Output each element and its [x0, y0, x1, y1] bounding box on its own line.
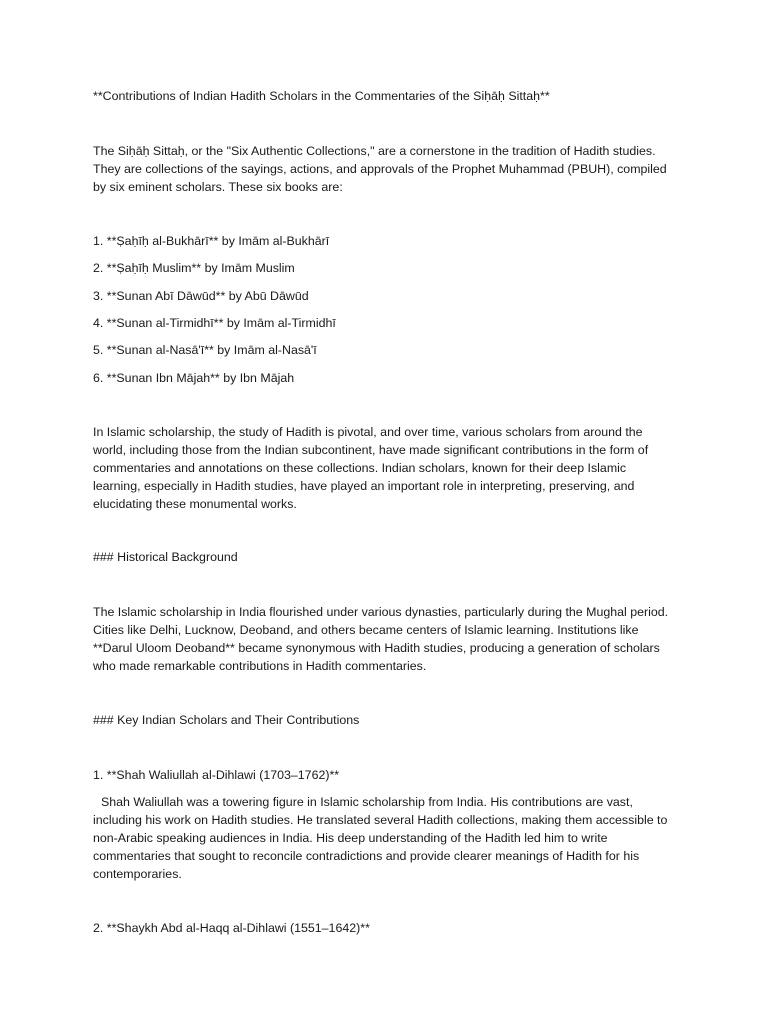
book-list-item: 1. **Ṣaḥīḥ al-Bukhārī** by Imām al-Bukhārī: [93, 234, 330, 248]
book-list-item: 2. **Ṣaḥīḥ Muslim** by Imām Muslim: [93, 261, 295, 275]
book-list-item: 4. **Sunan al-Tirmidhī** by Imām al-Tirmidhī: [93, 316, 336, 330]
history-paragraph: The Islamic scholarship in India flourished under various dynasties, particularly during the Mughal period. Cities like Delhi, Lucknow, Deoband, and others became centers of Islamic learning. Institutions like **Darul Uloom Deoband** became synonymous with Hadith studies, producing a generation of scholars who made remarkable contributions in Hadith commentaries.: [93, 605, 669, 673]
scholar-2-heading: 2. **Shaykh Abd al-Haqq al-Dihlawi (1551–1642)**: [93, 921, 370, 935]
intro-paragraph: The Siḥāḥ Sittaḥ, or the "Six Authentic Collections," are a cornerstone in the tradition of Hadith studies. They are collections of the sayings, actions, and approvals of the Prophet Muhammad (PBUH), compiled by six eminent scholars. These six books are:: [93, 144, 667, 194]
document-title: **Contributions of Indian Hadith Scholars in the Commentaries of the Siḥāḥ Sittaḥ**: [93, 89, 550, 103]
section-heading-scholars: ### Key Indian Scholars and Their Contributions: [93, 713, 360, 727]
scholar-1-heading: 1. **Shah Waliullah al-Dihlawi (1703–1762)**: [93, 768, 340, 782]
book-list-item: 6. **Sunan Ibn Mājah** by Ibn Mājah: [93, 371, 295, 385]
book-list-item: 5. **Sunan al-Nasā'ī** by Imām al-Nasā'ī: [93, 343, 317, 357]
section-heading-history: ### Historical Background: [93, 550, 238, 564]
scholar-1-paragraph: Shah Waliullah was a towering figure in Islamic scholarship from India. His contributions are vast, including his work on Hadith studies. He translated several Hadith collections, making them accessible to non-Arabic speaking audiences in India. His deep understanding of the Hadith led him to write commentaries that sought to reconcile contradictions and provide clearer meanings of Hadith for his contemporaries.: [93, 795, 668, 881]
book-list-item: 3. **Sunan Abī Dāwūd** by Abū Dāwūd: [93, 289, 309, 303]
scholarship-paragraph: In Islamic scholarship, the study of Hadith is pivotal, and over time, various scholars from around the world, including those from the Indian subcontinent, have made significant contributions in the form of commentaries and annotations on these collections. Indian scholars, known for their deep Islamic learning, especially in Hadith studies, have played an important role in interpreting, preserving, and elucidating these monumental works.: [93, 425, 649, 511]
